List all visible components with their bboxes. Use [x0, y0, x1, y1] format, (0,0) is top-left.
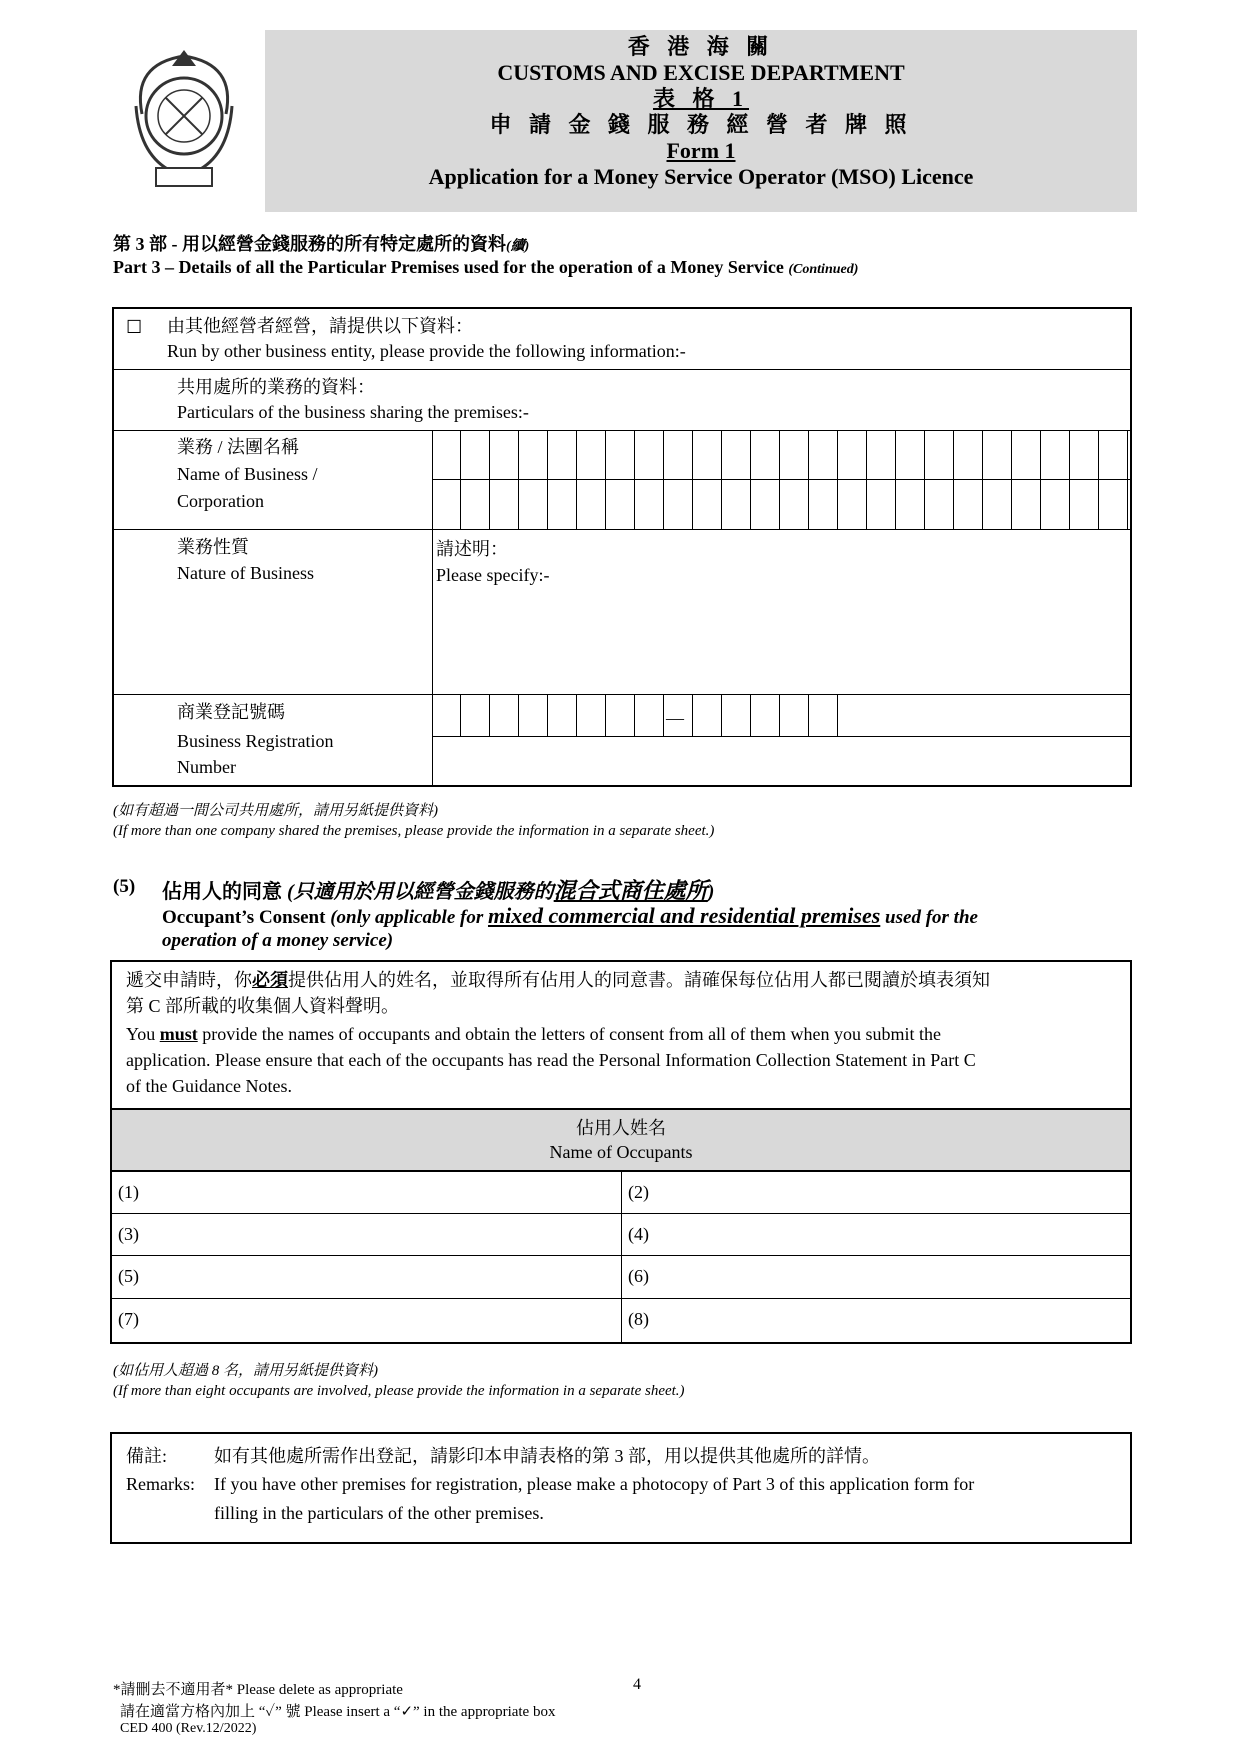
consent-body-en1: You must provide the names of occupants and obtain the letters of consent from all of them when you submit the — [126, 1024, 942, 1044]
business-name-en1: Name of Business / — [177, 464, 318, 484]
char-box[interactable] — [896, 479, 925, 529]
sharing-en: Particulars of the business sharing the premises:- — [177, 402, 529, 422]
occupant-2[interactable]: (2) — [628, 1182, 649, 1202]
char-box[interactable] — [722, 694, 751, 736]
consent-body-zh1: 遞交申請時，你必須提供佔用人的姓名，並取得所有佔用人的同意書。請確保每位佔用人都已閱讀於填表須知 — [126, 970, 990, 990]
char-box[interactable] — [577, 479, 606, 529]
consent-box — [110, 960, 1132, 1344]
consent-zh-title: 佔用人的同意 (只適用於用以經營金錢服務的混合式商住處所) — [162, 878, 715, 903]
char-box[interactable] — [635, 430, 664, 479]
occupants-table — [112, 1170, 1130, 1342]
brn-grid[interactable] — [432, 694, 842, 736]
remarks-zh-text: 如有其他處所需作出登記，請影印本申請表格的第 3 部，用以提供其他處所的詳情。 — [214, 1446, 880, 1466]
char-box[interactable] — [780, 430, 809, 479]
char-box[interactable] — [490, 479, 519, 529]
char-box[interactable] — [722, 430, 751, 479]
other-entity-note-en: (If more than one company shared the premises, please provide the information in a separate sheet.) — [113, 823, 715, 839]
char-box[interactable] — [693, 694, 722, 736]
remarks-en-label: Remarks: — [126, 1474, 195, 1494]
brn-en1: Business Registration — [177, 731, 334, 751]
header-zh-title: 申 請 金 錢 服 務 經 營 者 牌 照 — [489, 112, 913, 137]
nature-zh: 業務性質 — [177, 537, 249, 557]
header-en-title: Application for a Money Service Operator (MSO) Licence — [428, 164, 974, 189]
char-box[interactable] — [577, 430, 606, 479]
business-name-grid-row1[interactable] — [432, 430, 1132, 480]
char-box[interactable] — [1099, 430, 1128, 479]
char-box[interactable] — [606, 430, 635, 479]
remarks-en-text1: If you have other premises for registration, please make a photocopy of Part 3 of this application form for — [214, 1474, 975, 1494]
char-box[interactable] — [1012, 479, 1041, 529]
header-en-dept: CUSTOMS AND EXCISE DEPARTMENT — [497, 60, 905, 85]
char-box[interactable] — [751, 694, 780, 736]
consent-body-en3: of the Guidance Notes. — [126, 1076, 292, 1096]
char-box[interactable] — [751, 479, 780, 529]
char-box[interactable] — [606, 479, 635, 529]
char-box[interactable] — [606, 694, 635, 736]
consent-en-title: Occupant’s Consent (only applicable for mixed commercial and residential premises used for the — [162, 903, 978, 928]
char-box[interactable] — [548, 479, 577, 529]
char-box[interactable] — [635, 694, 664, 736]
header-zh-dept: 香 港 海 關 — [627, 34, 775, 59]
consent-number: (5) — [113, 876, 136, 897]
brn-zh: 商業登記號碼 — [177, 702, 285, 722]
char-box[interactable] — [1070, 479, 1099, 529]
char-box[interactable] — [577, 694, 606, 736]
char-box[interactable] — [1041, 430, 1070, 479]
remarks-box — [110, 1432, 1132, 1544]
char-box[interactable] — [809, 694, 838, 736]
char-box[interactable] — [1012, 430, 1041, 479]
part3-en-title: Part 3 – Details of all the Particular Premises used for the operation of a Money Service (Continued) — [113, 257, 859, 277]
occupant-1[interactable]: (1) — [118, 1182, 139, 1202]
occupant-3[interactable]: (3) — [118, 1224, 139, 1244]
business-name-en2: Corporation — [177, 491, 264, 511]
customs-emblem-icon — [122, 44, 246, 192]
char-box[interactable] — [896, 430, 925, 479]
char-box[interactable] — [751, 430, 780, 479]
header-en-form: Form 1 — [666, 138, 736, 163]
char-box[interactable] — [809, 479, 838, 529]
occupant-8[interactable]: (8) — [628, 1309, 649, 1329]
char-box[interactable] — [867, 479, 896, 529]
char-box[interactable] — [838, 430, 867, 479]
footer-line1: *請刪去不適用者* Please delete as appropriate — [113, 1682, 403, 1698]
char-box[interactable] — [490, 430, 519, 479]
occupant-5[interactable]: (5) — [118, 1266, 139, 1286]
char-box[interactable] — [548, 694, 577, 736]
char-box[interactable] — [461, 479, 490, 529]
char-box[interactable] — [809, 430, 838, 479]
char-box[interactable] — [519, 694, 548, 736]
consent-en-title-2: operation of a money service) — [162, 930, 394, 951]
footer-line3: CED 400 (Rev.12/2022) — [120, 1721, 257, 1736]
header-zh-form: 表 格 1 — [652, 86, 749, 111]
char-box[interactable] — [838, 479, 867, 529]
form-header — [265, 30, 1137, 212]
char-box[interactable] — [925, 479, 954, 529]
footer-line2: 請在適當方格內加上 “✓” 號 Please insert a “✓” in the appropriate box — [120, 1704, 556, 1720]
occupants-table-head — [112, 1108, 1130, 1172]
consent-note-zh: (如佔用人超過 8 名，請用另紙提供資料) — [113, 1363, 378, 1379]
business-name-grid-row2[interactable] — [432, 479, 1132, 529]
other-entity-en: Run by other business entity, please provide the following information:- — [167, 341, 686, 361]
char-box[interactable] — [780, 479, 809, 529]
consent-body-zh2: 第 C 部所載的收集個人資料聲明。 — [126, 996, 400, 1016]
occupants-head-zh: 佔用人姓名 — [576, 1118, 666, 1138]
specify-en: Please specify:- — [436, 565, 550, 585]
brn-dash: — — [666, 708, 684, 728]
char-box[interactable] — [693, 479, 722, 529]
other-entity-note-zh: (如有超過一間公司共用處所，請用另紙提供資料) — [113, 803, 438, 819]
char-box[interactable] — [1041, 479, 1070, 529]
nature-specify-field[interactable] — [436, 589, 1126, 689]
char-box[interactable] — [664, 430, 693, 479]
brn-en2: Number — [177, 757, 236, 777]
business-name-zh: 業務 / 法團名稱 — [177, 437, 300, 457]
consent-note-en: (If more than eight occupants are involved, please provide the information in a separate sheet.) — [113, 1383, 685, 1399]
part3-zh-title: 第 3 部 - 用以經營金錢服務的所有特定處所的資料(續) — [113, 234, 530, 254]
nature-en: Nature of Business — [177, 563, 314, 583]
char-box[interactable] — [954, 430, 983, 479]
char-box[interactable] — [548, 430, 577, 479]
char-box[interactable] — [954, 479, 983, 529]
char-box[interactable] — [925, 430, 954, 479]
occupant-4[interactable]: (4) — [628, 1224, 649, 1244]
page-number: 4 — [633, 1676, 641, 1693]
remarks-en-text2: filling in the particulars of the other premises. — [214, 1503, 544, 1523]
char-box[interactable] — [780, 694, 809, 736]
occupant-7[interactable]: (7) — [118, 1309, 139, 1329]
char-box[interactable] — [983, 479, 1012, 529]
occupant-6[interactable]: (6) — [628, 1266, 649, 1286]
other-entity-box — [112, 307, 1132, 787]
char-box[interactable] — [1070, 430, 1099, 479]
char-box[interactable] — [722, 479, 751, 529]
char-box[interactable] — [432, 430, 461, 479]
char-box[interactable] — [461, 430, 490, 479]
char-box[interactable] — [1099, 479, 1128, 529]
char-box[interactable] — [432, 694, 461, 736]
char-box[interactable] — [519, 479, 548, 529]
sharing-zh: 共用處所的業務的資料： — [177, 377, 375, 397]
other-entity-zh: 由其他經營者經營，請提供以下資料： — [167, 316, 473, 336]
char-box[interactable] — [490, 694, 519, 736]
char-box[interactable] — [432, 479, 461, 529]
char-box[interactable] — [867, 430, 896, 479]
char-box[interactable] — [983, 430, 1012, 479]
occupants-head-en: Name of Occupants — [549, 1142, 693, 1162]
char-box[interactable] — [693, 430, 722, 479]
other-entity-checkbox[interactable]: ☐ — [126, 317, 143, 337]
char-box[interactable] — [519, 430, 548, 479]
consent-body-en2: application. Please ensure that each of the occupants has read the Personal Information Collection Statement in Part C — [126, 1050, 976, 1070]
char-box[interactable] — [635, 479, 664, 529]
remarks-zh-label: 備註: — [126, 1446, 168, 1466]
char-box[interactable] — [461, 694, 490, 736]
specify-zh: 請述明： — [436, 539, 508, 559]
char-box[interactable] — [664, 479, 693, 529]
